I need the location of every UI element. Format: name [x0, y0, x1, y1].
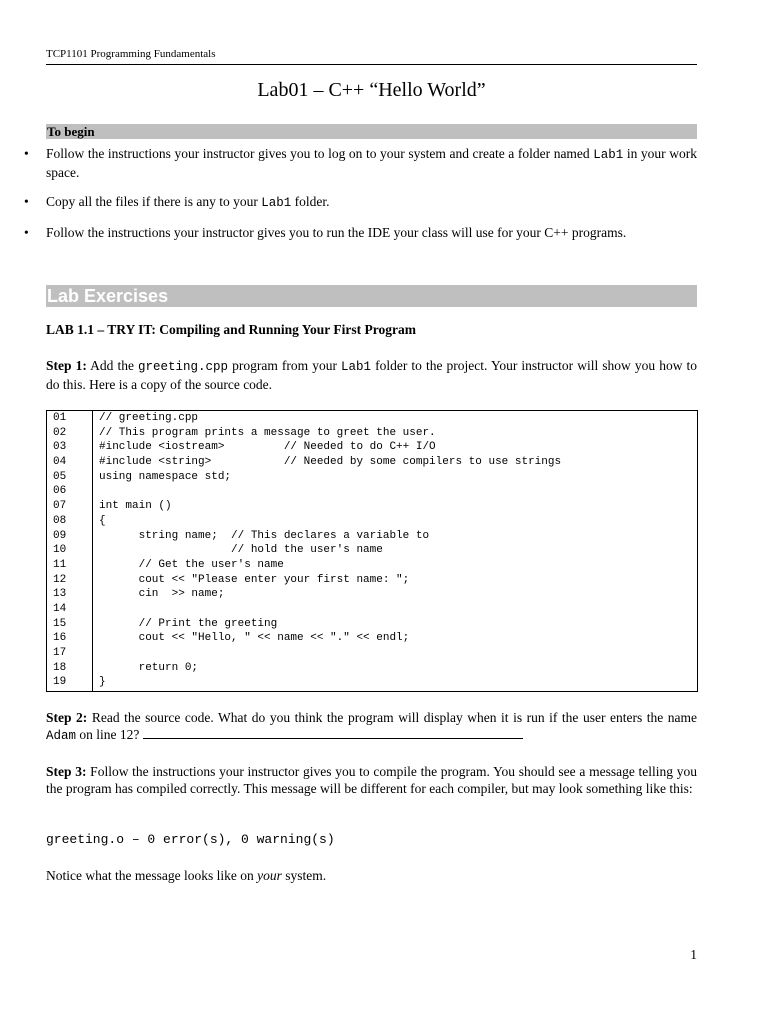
code-line-number: 09 [53, 529, 67, 542]
code-line: using namespace std; [99, 470, 232, 483]
code-line: // hold the user's name [99, 544, 383, 557]
bullet-item: • Follow the instructions your instructor gives you to run the IDE your class will use for your C++ programs. [24, 225, 627, 240]
code-line: int main () [99, 500, 172, 513]
code-line-number: 17 [53, 647, 67, 659]
code-line-number: 16 [53, 632, 67, 645]
code-line-number: 15 [53, 617, 67, 630]
code-line [99, 484, 561, 499]
step3-paragraph: Step 3: Follow the instructions your instructor gives you to compile the program. You should see a message telling you the program has compiled correctly. This message will be different for each compiler, but may look something like this: [46, 764, 697, 796]
code-line: return 0; [99, 661, 199, 674]
compile-output: greeting.o – 0 error(s), 0 warning(s) [46, 832, 335, 847]
code-line: // This program prints a message to greet the user. [99, 426, 436, 439]
code-line: } [99, 676, 106, 689]
code-line-number: 05 [53, 470, 67, 483]
code-line-number: 12 [53, 573, 67, 586]
code-line: #include <iostream> // Needed to do C++ I/O [99, 441, 436, 454]
source-code-listing [46, 410, 698, 692]
code-line: cout << "Hello, " << name << "." << endl; [99, 632, 410, 645]
lab-exercises-heading: Lab Exercises [46, 285, 697, 307]
code-line-number: 13 [53, 588, 67, 601]
step1-paragraph: Step 1: Add the greeting.cpp program from your Lab1 folder to the project. Your instructor will show you how to do this. Here is a copy of the source code. [46, 358, 698, 392]
code-line: cin >> name; [99, 588, 225, 601]
code-line-number: 08 [53, 514, 67, 527]
step2-paragraph: Step 2: Read the source code. What do you think the program will display when it is run if the user enters the name Adam on line 12? [46, 710, 698, 743]
code-line-number: 02 [53, 426, 67, 439]
code-line-number: 19 [53, 676, 67, 689]
bullet-icon: • [24, 225, 29, 240]
code-line: cout << "Please enter your first name: "; [99, 573, 410, 586]
code-line-number: 11 [53, 558, 67, 571]
code-line: // Get the user's name [99, 558, 284, 571]
code-line-number: 18 [53, 661, 67, 674]
code-line [99, 646, 561, 661]
code-line: { [99, 514, 106, 527]
notice-paragraph: Notice what the message looks like on your system. [46, 868, 327, 883]
course-header: TCP1101 Programming Fundamentals [46, 46, 697, 65]
code-line-number: 03 [53, 441, 67, 454]
code-line-number: 10 [53, 544, 67, 557]
bullet-icon: • [24, 146, 29, 161]
bullet-item: • Copy all the files if there is any to your Lab1 folder. [24, 194, 330, 210]
lab11-title: LAB 1.1 – TRY IT: Compiling and Running Your First Program [46, 322, 416, 337]
code-line: // Print the greeting [99, 617, 278, 630]
line-numbers [47, 411, 93, 691]
bullet-icon: • [24, 194, 29, 209]
code-line-number: 01 [53, 412, 67, 424]
code-line: #include <string> // Needed by some compilers to use strings [99, 456, 562, 469]
page-number: 1 [690, 947, 697, 962]
to-begin-heading: To begin [46, 124, 697, 139]
code-line-number: 04 [53, 456, 67, 469]
code-line-number: 06 [53, 485, 67, 498]
answer-blank [143, 726, 523, 739]
code-line-number: 07 [53, 500, 67, 513]
begin-bullet-list [24, 145, 697, 249]
code-line: // greeting.cpp [99, 412, 199, 424]
code-lines [99, 411, 561, 690]
code-line-number: 14 [53, 602, 67, 615]
page-title: Lab01 – C++ “Hello World” [257, 79, 486, 101]
bullet-item: • Follow the instructions your instructor gives you to log on to your system and create a folder named Lab1 in your work space. [24, 146, 697, 180]
code-line: string name; // This declares a variable to [99, 529, 430, 542]
code-line [99, 602, 561, 617]
